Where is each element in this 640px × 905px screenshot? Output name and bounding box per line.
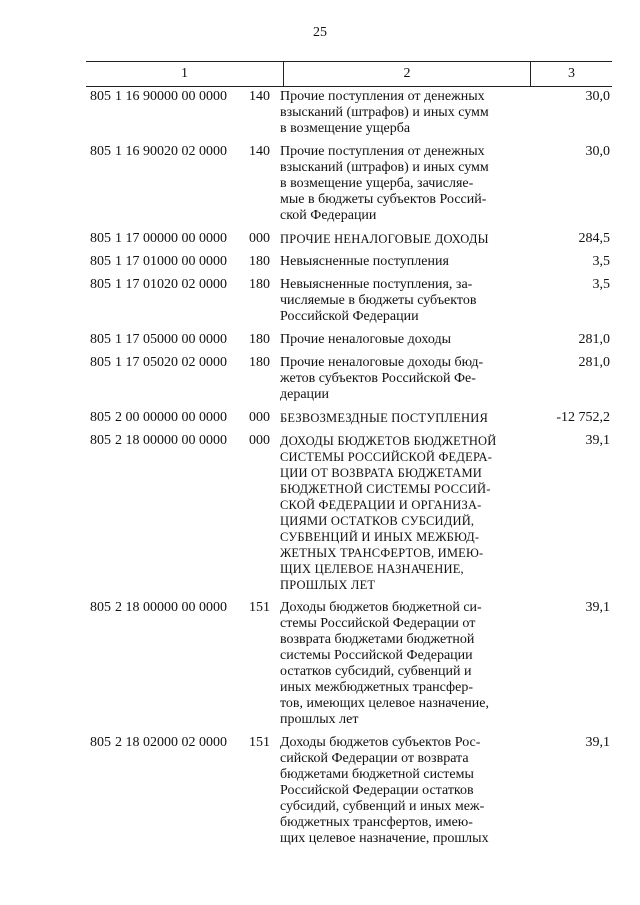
income-name-line: прошлых лет <box>280 712 359 727</box>
income-name-line: БЕЗВОЗМЕЗДНЫЕ ПОСТУПЛЕНИЯ <box>280 411 489 425</box>
income-name-cell <box>280 277 514 325</box>
income-name-line: тов, имеющих целевое назначение, <box>280 696 489 711</box>
table-row <box>90 144 610 224</box>
amount-cell: 284,5 <box>578 231 610 246</box>
column-header-3: 3 <box>568 66 575 81</box>
income-name-line: стемы Российской Федерации от <box>280 616 476 631</box>
kind-code-cell: 151 <box>249 600 270 615</box>
income-name-line: ской Федерации <box>280 208 377 223</box>
amount-cell: 30,0 <box>585 144 610 159</box>
kind-code-cell: 000 <box>249 231 270 246</box>
income-name-line: Прочие поступления от денежных <box>280 89 485 104</box>
income-name-line: Российской Федерации остатков <box>280 783 474 798</box>
table-row <box>90 600 610 728</box>
table-row <box>90 332 610 348</box>
admin-code-cell: 805 <box>90 355 111 370</box>
kind-code-cell: 151 <box>249 735 270 750</box>
admin-code-cell: 805 <box>90 410 111 425</box>
table-row <box>90 254 610 270</box>
budget-code-cell: 1 17 05020 02 0000 <box>115 355 227 370</box>
income-name-line: бюджетами бюджетной системы <box>280 767 474 782</box>
kind-code-cell: 140 <box>249 144 270 159</box>
income-name-line: ЦИЯМИ ОСТАТКОВ СУБСИДИЙ, <box>280 514 475 528</box>
admin-code-cell: 805 <box>90 332 111 347</box>
admin-code-cell: 805 <box>90 144 111 159</box>
budget-code-cell: 1 17 05000 00 0000 <box>115 332 227 347</box>
budget-code-cell: 2 00 00000 00 0000 <box>115 410 227 425</box>
income-name-line: Доходы бюджетов субъектов Рос- <box>280 735 481 750</box>
amount-cell: 281,0 <box>578 332 610 347</box>
income-name-cell <box>280 332 514 348</box>
amount-cell: 39,1 <box>585 600 610 615</box>
budget-code-cell: 2 18 00000 00 0000 <box>115 433 227 448</box>
income-name-line: ПРОШЛЫХ ЛЕТ <box>280 578 376 592</box>
income-name-line: взысканий (штрафов) и иных сумм <box>280 160 489 175</box>
column-header-2: 2 <box>284 62 531 86</box>
income-name-line: СИСТЕМЫ РОССИЙСКОЙ ФЕДЕРА- <box>280 450 493 464</box>
income-name-cell <box>280 600 514 728</box>
income-name-cell <box>280 231 514 247</box>
column-header-1: 1 <box>86 62 284 86</box>
income-name-line: Невыясненные поступления <box>280 254 449 269</box>
table-row <box>90 433 610 593</box>
income-name-line: мые в бюджеты субъектов Россий- <box>280 192 487 207</box>
income-name-line: субсидий, субвенций и иных меж- <box>280 799 485 814</box>
amount-cell: 3,5 <box>592 254 610 269</box>
admin-code-cell: 805 <box>90 231 111 246</box>
admin-code-cell: 805 <box>90 600 111 615</box>
income-name-line: ЩИХ ЦЕЛЕВОЕ НАЗНАЧЕНИЕ, <box>280 562 464 576</box>
income-name-line: СУБВЕНЦИЙ И ИНЫХ МЕЖБЮД- <box>280 530 480 544</box>
income-name-line: ЖЕТНЫХ ТРАНСФЕРТОВ, ИМЕЮ- <box>280 546 484 560</box>
income-name-cell <box>280 254 514 270</box>
income-name-line: бюджетных трансфертов, имею- <box>280 815 473 830</box>
kind-code-cell: 180 <box>249 355 270 370</box>
income-name-line: Невыясненные поступления, за- <box>280 277 473 292</box>
budget-code-cell: 1 17 01020 02 0000 <box>115 277 227 292</box>
budget-code-cell: 2 18 00000 00 0000 <box>115 600 227 615</box>
kind-code-cell: 000 <box>249 410 270 425</box>
income-name-line: Прочие неналоговые доходы бюд- <box>280 355 484 370</box>
kind-code-cell: 140 <box>249 89 270 104</box>
table-row <box>90 277 610 325</box>
income-name-line: Прочие поступления от денежных <box>280 144 485 159</box>
table-row <box>90 735 610 847</box>
income-name-line: дерации <box>280 387 330 402</box>
amount-cell: 39,1 <box>585 433 610 448</box>
income-name-line: Прочие неналоговые доходы <box>280 332 452 347</box>
income-name-line: щих целевое назначение, прошлых <box>280 831 489 846</box>
kind-code-cell: 180 <box>249 332 270 347</box>
table-body <box>90 89 610 854</box>
income-name-cell <box>280 433 514 593</box>
income-name-line: сийской Федерации от возврата <box>280 751 469 766</box>
income-name-line: остатков субсидий, субвенций и <box>280 664 472 679</box>
admin-code-cell: 805 <box>90 277 111 292</box>
budget-code-cell: 1 17 00000 00 0000 <box>115 231 227 246</box>
income-name-line: числяемые в бюджеты субъектов <box>280 293 477 308</box>
income-name-line: ДОХОДЫ БЮДЖЕТОВ БЮДЖЕТНОЙ <box>280 434 497 448</box>
income-name-line: ПРОЧИЕ НЕНАЛОГОВЫЕ ДОХОДЫ <box>280 232 489 246</box>
table-row <box>90 89 610 137</box>
table-row <box>90 410 610 426</box>
income-name-line: возврата бюджетами бюджетной <box>280 632 475 647</box>
income-name-line: жетов субъектов Российской Фе- <box>280 371 476 386</box>
income-name-line: СКОЙ ФЕДЕРАЦИИ И ОРГАНИЗА- <box>280 498 482 512</box>
kind-code-cell: 180 <box>249 277 270 292</box>
income-name-cell <box>280 355 514 403</box>
income-name-line: ЦИИ ОТ ВОЗВРАТА БЮДЖЕТАМИ <box>280 466 483 480</box>
income-name-line: БЮДЖЕТНОЙ СИСТЕМЫ РОССИЙ- <box>280 482 491 496</box>
income-name-cell <box>280 89 514 137</box>
budget-code-cell: 1 17 01000 00 0000 <box>115 254 227 269</box>
amount-cell: 281,0 <box>578 355 610 370</box>
admin-code-cell: 805 <box>90 89 111 104</box>
income-name-cell <box>280 735 514 847</box>
budget-code-cell: 2 18 02000 02 0000 <box>115 735 227 750</box>
amount-cell: -12 752,2 <box>556 410 610 425</box>
page-number: 25 <box>313 25 327 40</box>
income-name-cell <box>280 144 514 224</box>
admin-code-cell: 805 <box>90 433 111 448</box>
budget-code-cell: 1 16 90020 02 0000 <box>115 144 227 159</box>
admin-code-cell: 805 <box>90 254 111 269</box>
table-row <box>90 355 610 403</box>
income-name-line: в возмещение ущерба, зачисляе- <box>280 176 474 191</box>
budget-code-cell: 1 16 90000 00 0000 <box>115 89 227 104</box>
admin-code-cell: 805 <box>90 735 111 750</box>
income-name-line: взысканий (штрафов) и иных сумм <box>280 105 489 120</box>
income-name-cell <box>280 410 514 426</box>
table-header <box>86 61 612 87</box>
income-name-line: Российской Федерации <box>280 309 419 324</box>
amount-cell: 30,0 <box>585 89 610 104</box>
amount-cell: 39,1 <box>585 735 610 750</box>
kind-code-cell: 180 <box>249 254 270 269</box>
income-name-line: Доходы бюджетов бюджетной си- <box>280 600 482 615</box>
table-row <box>90 231 610 247</box>
kind-code-cell: 000 <box>249 433 270 448</box>
income-name-line: системы Российской Федерации <box>280 648 473 663</box>
income-name-line: иных межбюджетных трансфер- <box>280 680 473 695</box>
income-name-line: в возмещение ущерба <box>280 121 411 136</box>
amount-cell: 3,5 <box>592 277 610 292</box>
